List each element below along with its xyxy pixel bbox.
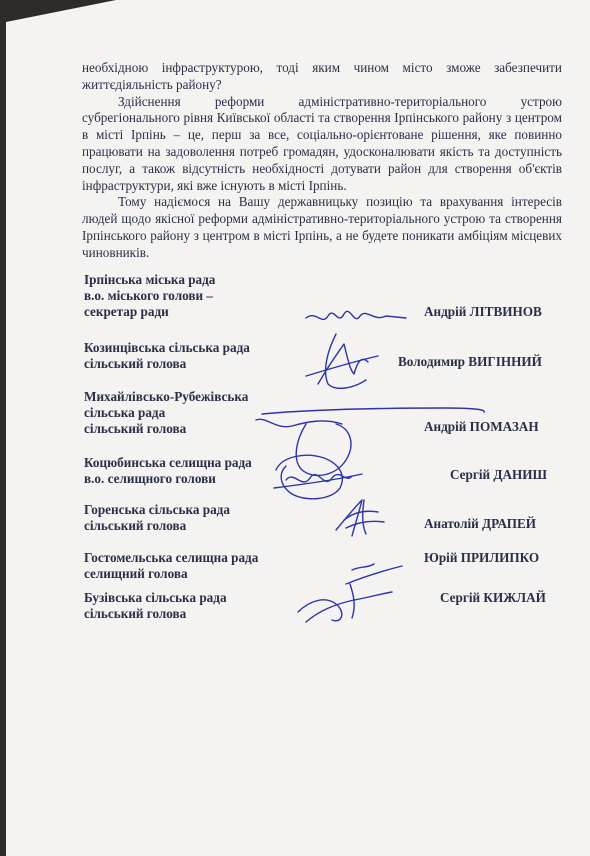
page-folded-corner xyxy=(6,0,116,22)
signatory-7 xyxy=(84,590,564,622)
signatory-5-name: Анатолій ДРАПЕЙ xyxy=(424,516,537,531)
signatory-1 xyxy=(84,272,564,320)
signatory-6 xyxy=(84,550,564,582)
signatory-6-org: Гостомельська селищна рада селищний голова xyxy=(84,550,259,581)
signatory-2-name: Володимир ВИГІННИЙ xyxy=(398,354,542,369)
paragraph-1: необхідною інфраструктурою, тоді яким чином місто зможе забезпечити життєдіяльність району? xyxy=(82,60,562,92)
signatory-3 xyxy=(84,389,564,437)
signatory-2-org: Козинцівська сільська рада сільський голова xyxy=(84,340,250,371)
signatory-3-org: Михайлівсько-Рубежівська сільська рада сільський голова xyxy=(84,389,249,436)
signatory-7-name: Сергій КИЖЛАЙ xyxy=(440,590,546,605)
letter-body xyxy=(82,60,562,262)
signatory-4-name: Сергій ДАНИШ xyxy=(450,467,548,482)
signatory-5-org: Горенська сільська рада сільський голова xyxy=(84,502,230,533)
signatory-4-org: Коцюбинська селищна рада в.о. селищного голови xyxy=(84,455,252,486)
signatory-2 xyxy=(84,340,564,372)
signatory-6-name: Юрій ПРИЛИПКО xyxy=(424,550,540,565)
signatory-5 xyxy=(84,502,564,534)
signatory-1-name: Андрій ЛІТВИНОВ xyxy=(424,304,542,319)
document-page xyxy=(6,0,590,856)
signatory-4 xyxy=(84,455,564,487)
paragraph-3: Тому надіємося на Вашу державницьку позицію та врахування інтересів людей щодо якісної реформи адміністративно-територіального устрою та створення Ірпінського району з центром в місті Ірпінь, а не будете поникати амбіціям місцевих чиновників. xyxy=(82,194,562,260)
signatory-1-org: Ірпінська міська рада в.о. міського голови – секретар ради xyxy=(84,272,216,319)
signatory-7-org: Бузівська сільська рада сільський голова xyxy=(84,590,227,621)
signatory-3-name: Андрій ПОМАЗАН xyxy=(424,419,539,434)
paragraph-2: Здійснення реформи адміністративно-територіального устрою субрегіонального рівня Київської області та створення Ірпінського району з центром в місті Ірпінь – це, перш за все, соціально-орієнтоване рішення, яке повинно працювати на задоволення потреб громадян, удосконалювати якість та доступність послуг, а також відсутність необхідності дотувати район для створення об'єктів інфраструктури, які вже існують в місті Ірпінь. xyxy=(82,93,562,193)
